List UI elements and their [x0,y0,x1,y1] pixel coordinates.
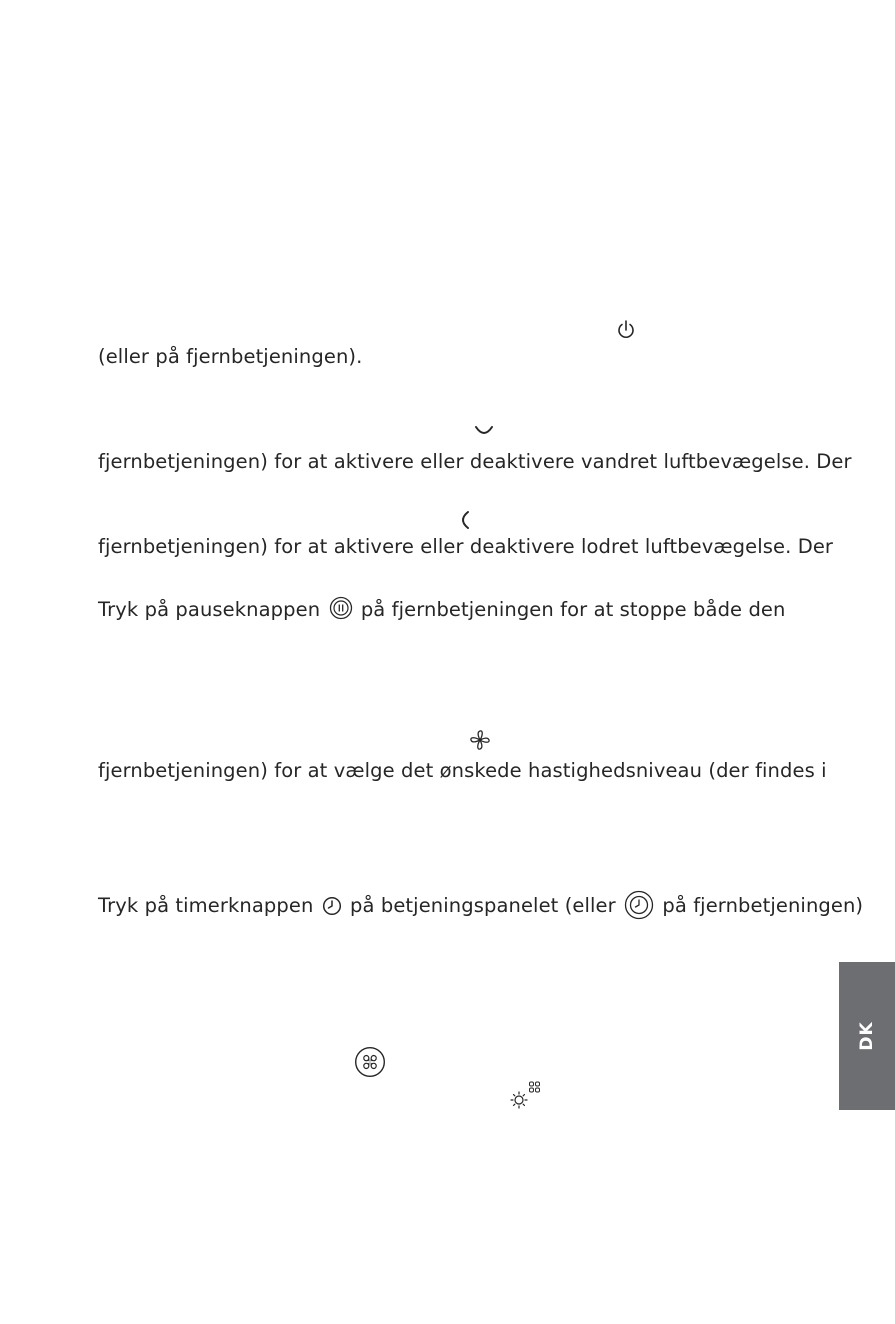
timer-text-part2: på betjeningspanelet (eller [350,894,616,917]
timer-icon [322,896,342,916]
timer-text-part3: på fjernbetjeningen) [662,894,864,917]
speed-text: fjernbetjeningen) for at vælge det ønskede hastighedsniveau (der findes i [98,759,827,782]
power-icon [616,319,636,341]
light-mode-icon [508,1080,544,1110]
timer-line [98,890,863,920]
pause-icon [329,596,353,620]
timer-text-part1: Tryk på timerknappen [98,894,314,917]
mode-icon [354,1046,386,1078]
timer-remote-icon [624,890,654,920]
language-tab [839,962,895,1110]
vertical-swing-icon [458,509,472,531]
pause-text-before: Tryk på pauseknappen [98,598,321,621]
fan-icon [468,728,492,752]
vertical-swing-text: fjernbetjeningen) for at aktivere eller deaktivere lodret luftbevægelse. Der [98,535,834,558]
pause-line [98,596,785,622]
horizontal-swing-icon [473,424,495,438]
pause-text-after: på fjernbetjeningen for at stoppe både den [360,598,786,621]
power-remote-text: (eller på fjernbetjeningen). [98,345,363,368]
language-tab-label: DK [857,1021,877,1051]
horizontal-swing-text: fjernbetjeningen) for at aktivere eller deaktivere vandret luftbevægelse. Der [98,450,852,473]
